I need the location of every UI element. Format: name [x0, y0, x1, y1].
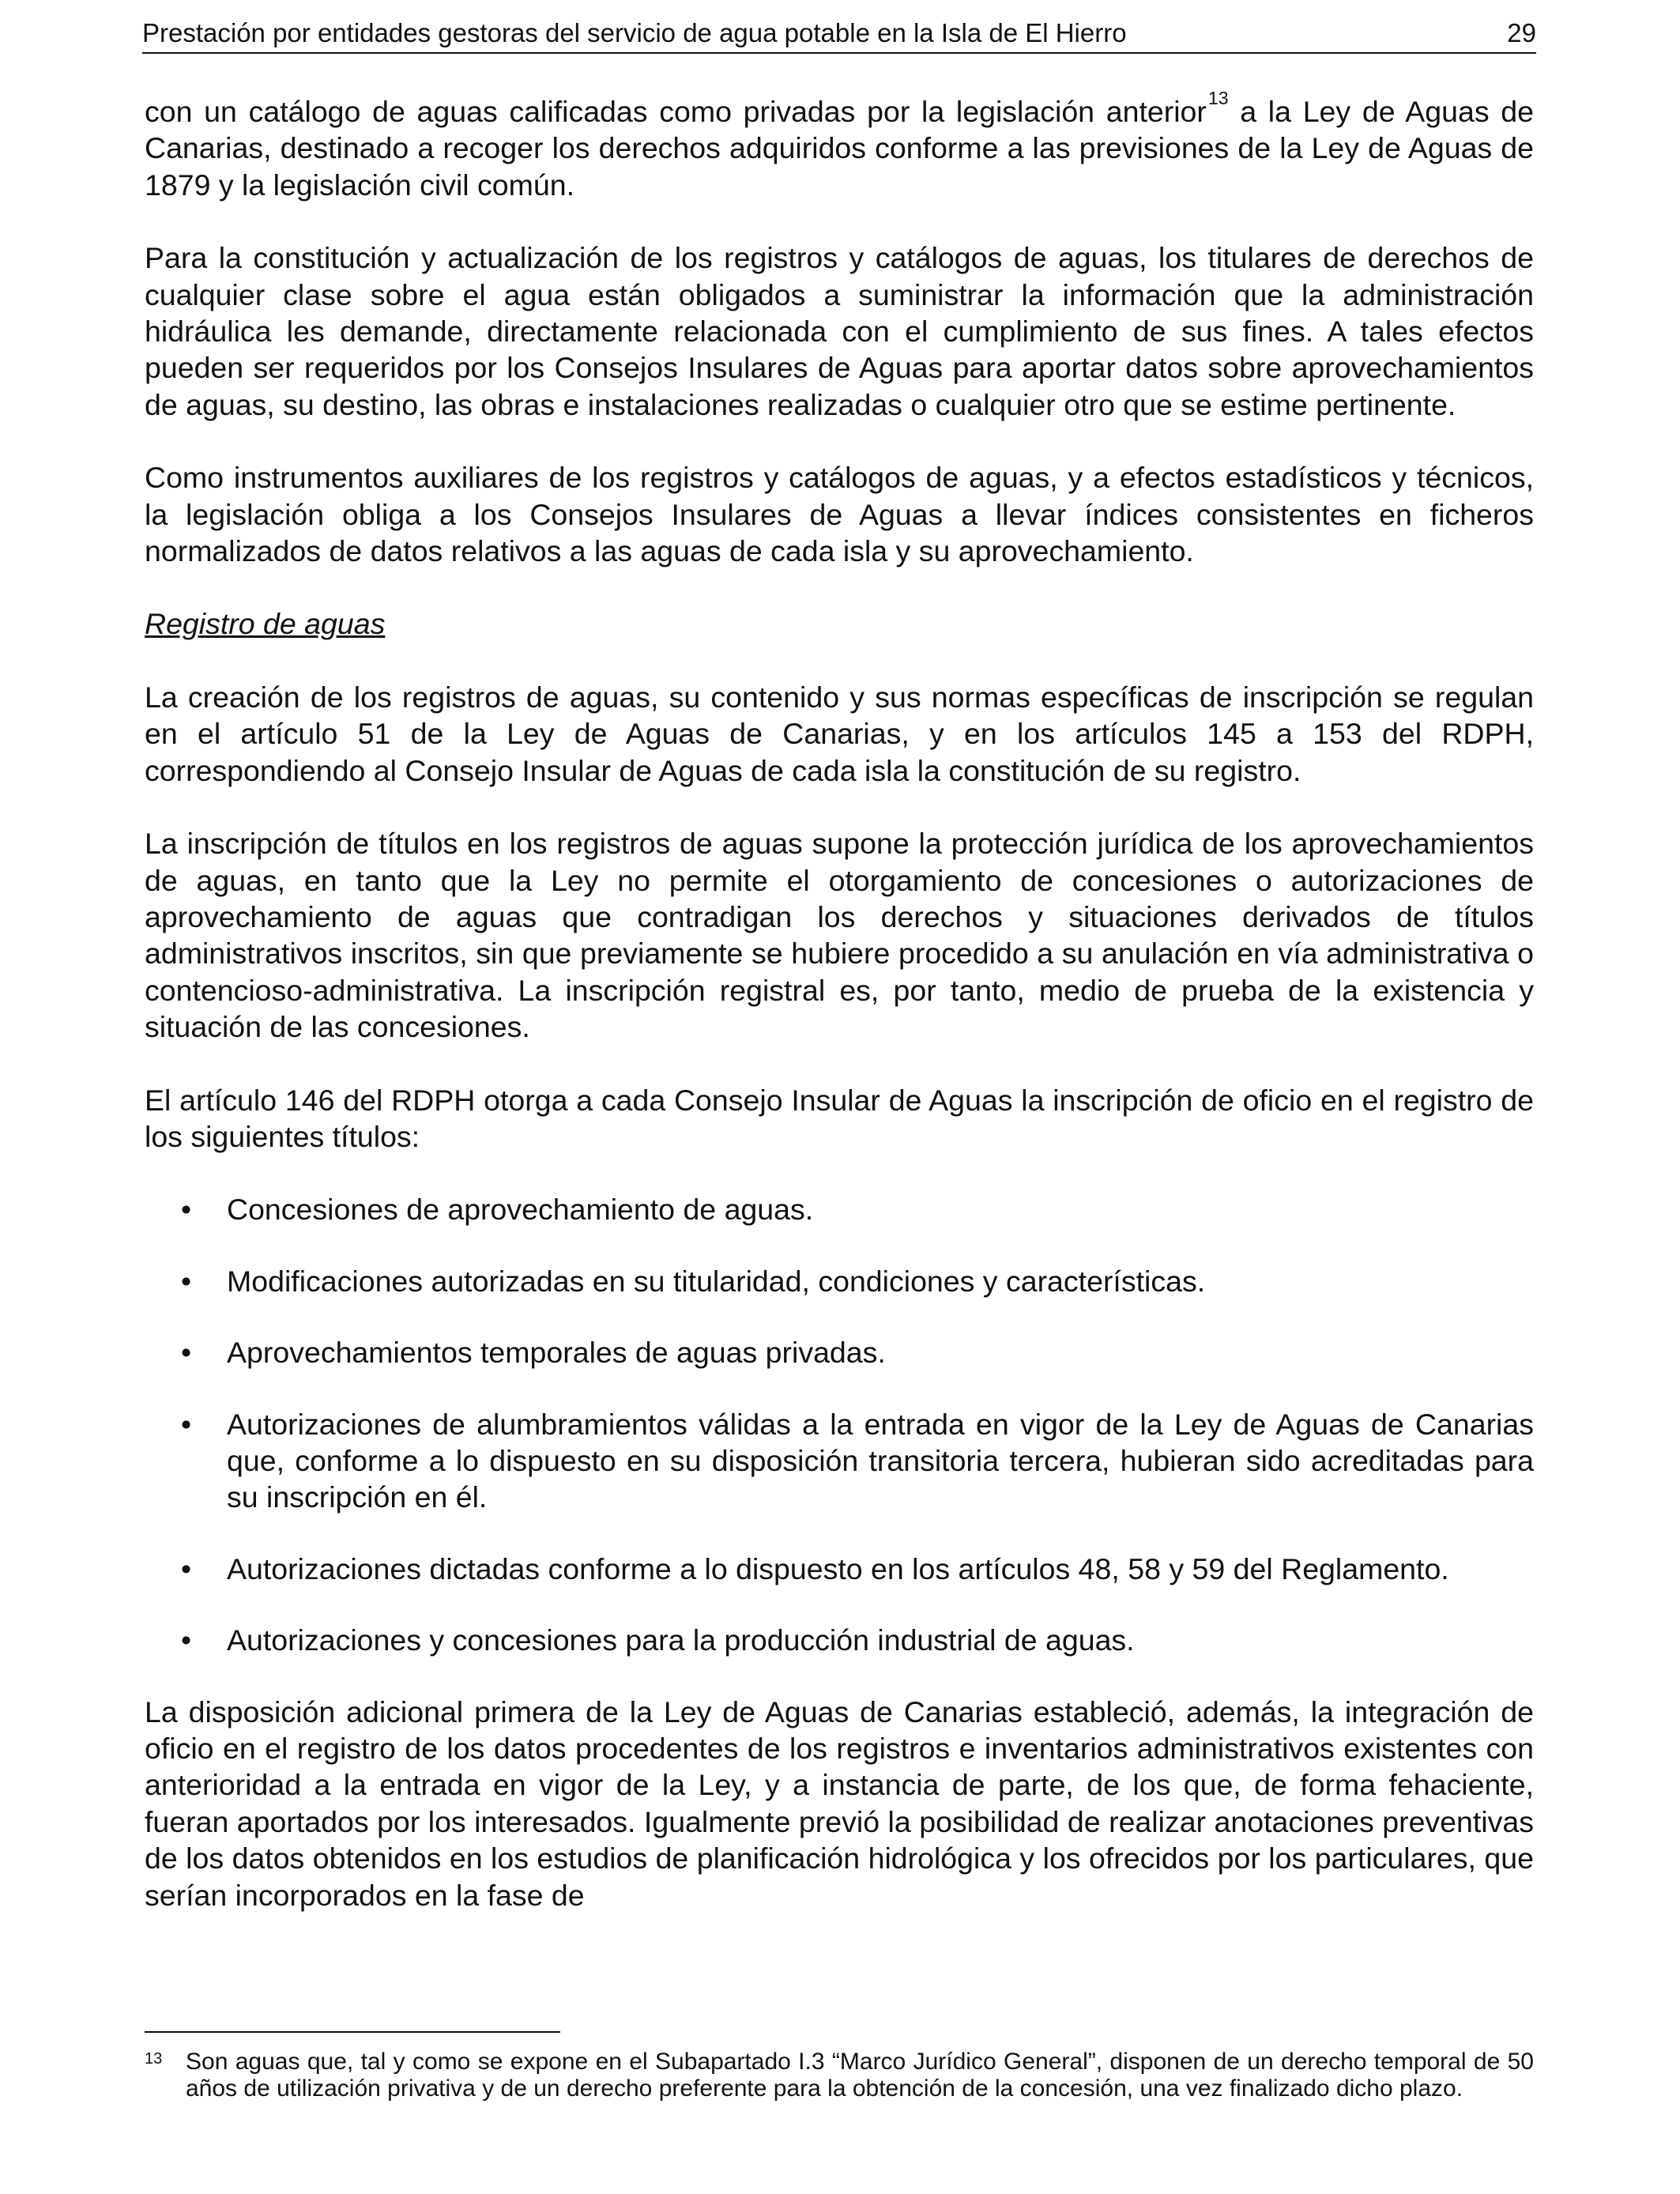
- list-item: [145, 1406, 1534, 1516]
- footnote-text: Son aguas que, tal y como se expone en el Subapartado I.3 “Marco Jurídico General”, disponen de un derecho temporal de 50 años de utilización privativa y de un derecho preferente para la obtención de la concesión, una vez finalizado dicho plazo.: [186, 2049, 1534, 2102]
- paragraph-5: La inscripción de títulos en los registros de aguas supone la protección jurídica de los aprovechamientos de aguas, en tanto que la Ley no permite el otorgamiento de concesiones o autorizaciones de aprovechamiento de aguas que contradigan los derechos y situaciones derivados de títulos administrativos inscritos, sin que previamente se hubiere procedido a su anulación en vía administrativa o contencioso-administrativa. La inscripción registral es, por tanto, medio de prueba de la existencia y situación de las concesiones.: [145, 827, 1534, 1044]
- footnote: [145, 2049, 1534, 2102]
- footnote-reference[interactable]: 13: [1207, 88, 1229, 108]
- bullet-icon: •: [181, 1336, 192, 1370]
- list-item-text: Modificaciones autorizadas en su titularidad, condiciones y características.: [227, 1264, 1206, 1298]
- titles-list: [145, 1191, 1534, 1658]
- bullet-icon: •: [181, 1264, 192, 1298]
- bullet-icon: •: [181, 1193, 192, 1227]
- list-item: [145, 1263, 1534, 1299]
- paragraph-2: Para la constitución y actualización de los registros y catálogos de aguas, los titulares de derechos de cualquier clase sobre el agua están obligados a suministrar la información que la administración hidráulica les demande, directamente relacionada con el cumplimiento de sus fines. A tales efectos pueden ser requeridos por los Consejos Insulares de Aguas para aportar datos sobre aprovechamientos de aguas, su destino, las obras e instalaciones realizadas o cualquier otro que se estime pertinente.: [145, 241, 1534, 421]
- running-header: [142, 17, 1536, 54]
- paragraph-1: [145, 88, 1534, 203]
- bullet-icon: •: [181, 1551, 192, 1585]
- body-text: [145, 88, 1534, 1950]
- paragraph-1-end: a la Ley de Aguas de Canarias, destinado a recoger los derechos adquiridos conforme a las previsiones de la Ley de Aguas de 1879 y la legislación civil común.: [145, 95, 1534, 202]
- list-item-text: Concesiones de aprovechamiento de aguas.: [227, 1193, 814, 1227]
- page-number: 29: [1507, 18, 1536, 47]
- list-item: [145, 1551, 1534, 1587]
- list-item-text: Autorizaciones dictadas conforme a lo dispuesto en los artículos 48, 58 y 59 del Reglamento.: [227, 1551, 1449, 1585]
- list-item: [145, 1622, 1534, 1658]
- list-item: [145, 1334, 1534, 1370]
- section-subheading: Registro de aguas: [145, 607, 386, 641]
- list-item-text: Autorizaciones de alumbramientos válidas a la entrada en vigor de la Ley de Aguas de Canarias que, conforme a lo dispuesto en su disposición transitoria tercera, hubieran sido acreditadas para su inscripción en él.: [227, 1407, 1534, 1514]
- header-title: Prestación por entidades gestoras del servicio de agua potable en la Isla de El Hierro: [142, 18, 1127, 47]
- bullet-icon: •: [181, 1623, 192, 1657]
- paragraph-3: Como instrumentos auxiliares de los registros y catálogos de aguas, y a efectos estadísticos y técnicos, la legislación obliga a los Consejos Insulares de Aguas a llevar índices consistentes en ficheros normalizados de datos relativos a las aguas de cada isla y su aprovechamiento.: [145, 461, 1534, 568]
- paragraph-6: El artículo 146 del RDPH otorga a cada Consejo Insular de Aguas la inscripción de oficio en el registro de los siguientes títulos:: [145, 1083, 1534, 1153]
- list-item-text: Autorizaciones y concesiones para la producción industrial de aguas.: [227, 1623, 1135, 1657]
- paragraph-4: La creación de los registros de aguas, su contenido y sus normas específicas de inscripción se regulan en el artículo 51 de la Ley de Aguas de Canarias, y en los artículos 145 a 153 del RDPH, correspondiendo al Consejo Insular de Aguas de cada isla la constitución de su registro.: [145, 680, 1534, 787]
- footnote-divider: [145, 2031, 560, 2033]
- paragraph-1-start: con un catálogo de aguas calificadas como privadas por la legislación anterior: [145, 95, 1207, 128]
- list-item: [145, 1191, 1534, 1227]
- paragraph-7: La disposición adicional primera de la Ley de Aguas de Canarias estableció, además, la integración de oficio en el registro de los datos procedentes de los registros e inventarios administrativos existentes con anterioridad a la entrada en vigor de la Ley, y a instancia de parte, de los que, de forma fehaciente, fueran aportados por los interesados. Igualmente previó la posibilidad de realizar anotaciones preventivas de los datos obtenidos en los estudios de planificación hidrológica y los ofrecidos por los particulares, que serían incorporados en la fase de: [145, 1695, 1534, 1912]
- list-item-text: Aprovechamientos temporales de aguas privadas.: [227, 1336, 886, 1370]
- bullet-icon: •: [181, 1407, 192, 1441]
- footnote-number: 13: [145, 2050, 163, 2068]
